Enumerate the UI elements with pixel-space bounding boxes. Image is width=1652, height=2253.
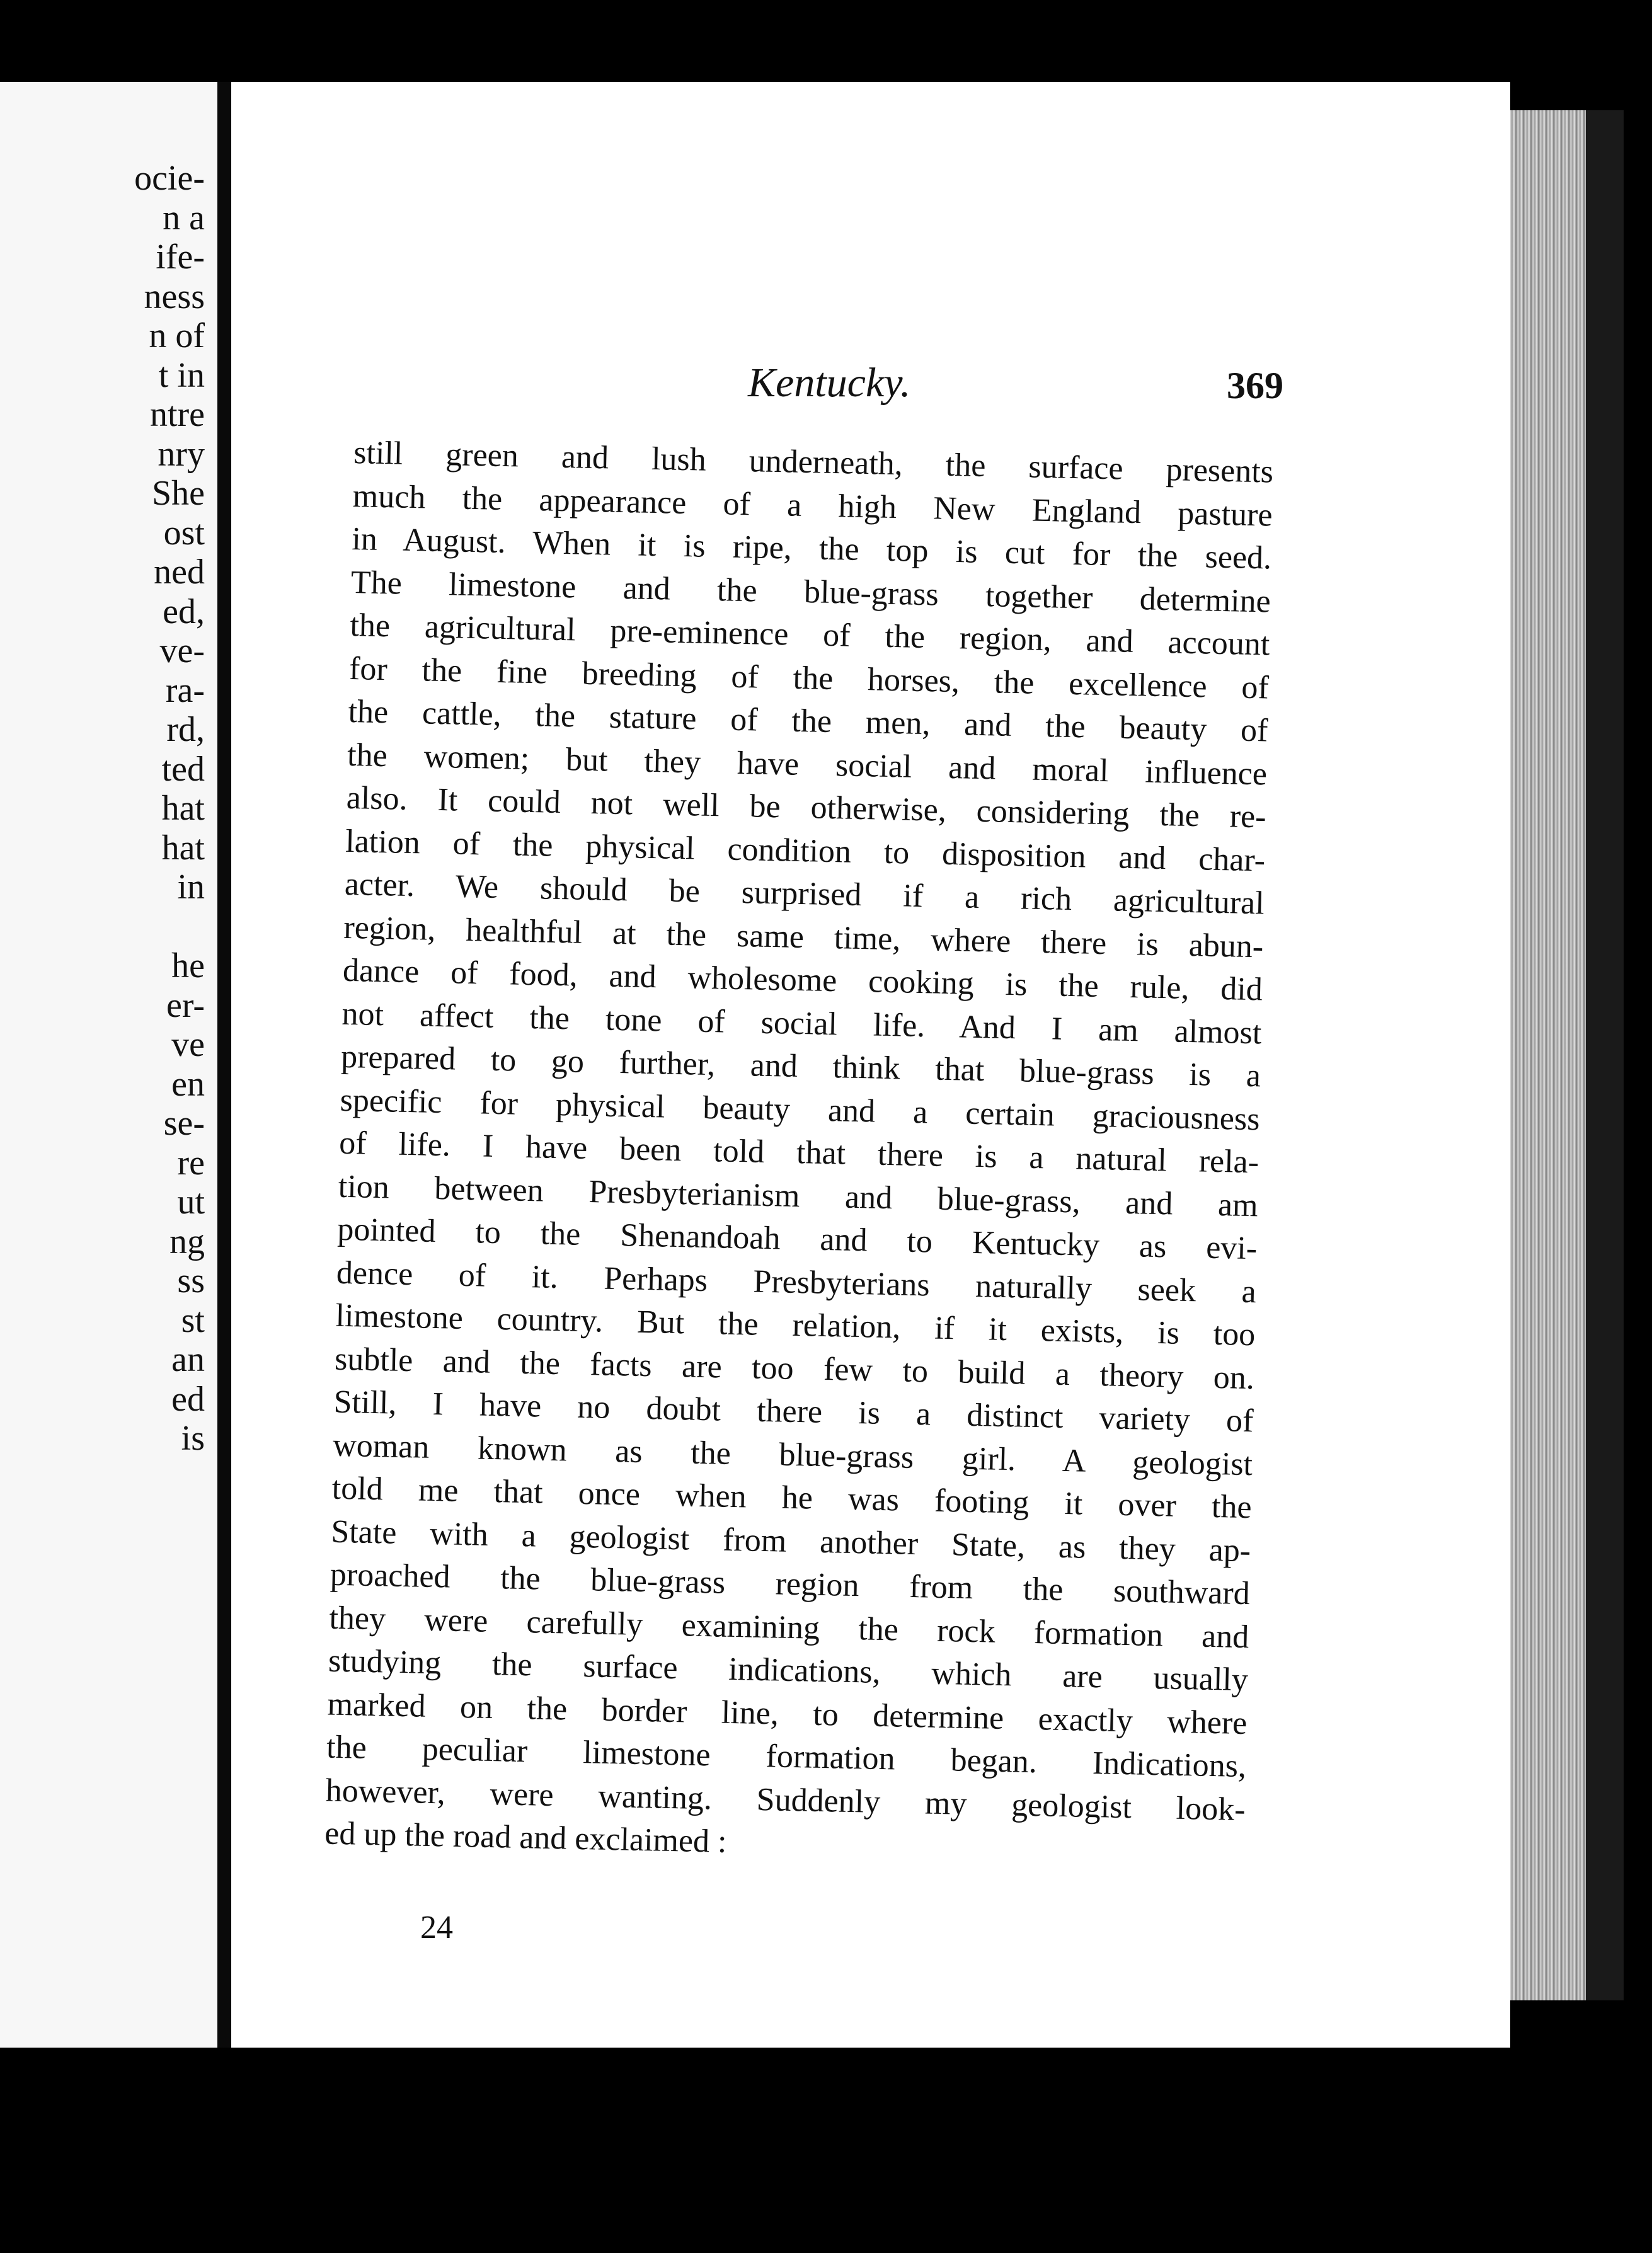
- text-line: State with a geologist from another State, as they ap-: [330, 1513, 1251, 1569]
- page-header: [231, 359, 1510, 416]
- facing-page-fragment: ed,: [163, 592, 205, 631]
- text-line: The limestone and the blue-grass together determine: [350, 564, 1271, 620]
- facing-page-fragment: is: [181, 1419, 205, 1458]
- facing-page-fragment: ut: [177, 1183, 205, 1222]
- page-number: 369: [1227, 365, 1283, 406]
- text-line: subtle and the facts are too few to build a theory on.: [334, 1341, 1255, 1396]
- text-line: acter. We should be surprised if a rich agricultural: [344, 866, 1265, 922]
- text-line: dance of food, and wholesome cooking is the rule, did: [342, 952, 1263, 1008]
- facing-page-fragment: ve: [171, 1025, 205, 1064]
- text-line: woman known as the blue-grass girl. A geologist: [332, 1427, 1253, 1482]
- text-line: ed up the road and exclaimed :: [324, 1815, 728, 1860]
- text-line: Still, I have no doubt there is a distinct variety of: [333, 1384, 1254, 1440]
- body-text: [324, 432, 1274, 1875]
- book-page: [231, 82, 1510, 2048]
- facing-page-fragment: nry: [158, 434, 205, 474]
- text-line: they were carefully examining the rock formation and: [328, 1600, 1249, 1655]
- signature-mark: 24: [420, 1910, 453, 1946]
- facing-page-fragment: ve-: [159, 631, 205, 670]
- page-edges: [1510, 110, 1586, 2000]
- facing-page-fragment: re: [177, 1143, 205, 1183]
- facing-page-fragment: hat: [161, 789, 205, 828]
- facing-page-fragment: ed: [171, 1379, 205, 1419]
- page-edges-shadow: [1586, 110, 1624, 2000]
- facing-page-fragment: ost: [163, 513, 205, 553]
- facing-page-fragment: st: [181, 1300, 205, 1340]
- facing-page-fragment: ned: [154, 553, 205, 592]
- facing-page-fragment: hat: [161, 828, 205, 868]
- text-line: for the fine breeding of the horses, the excellence of: [348, 650, 1270, 706]
- facing-page-fragment: n a: [163, 198, 205, 238]
- text-line: however, were wanting. Suddenly my geologist look-: [325, 1772, 1246, 1828]
- text-line: the agricultural pre-eminence of the region, and account: [349, 607, 1270, 663]
- facing-page-fragment: ocie-: [134, 159, 205, 198]
- facing-page-fragment: he: [171, 946, 205, 985]
- facing-page-fragment: er-: [166, 985, 205, 1025]
- book-gutter: [217, 82, 231, 2048]
- facing-page-fragment: t in: [158, 355, 205, 395]
- running-title: Kentucky.: [748, 360, 911, 406]
- text-line: in August. When it is ripe, the top is cut for the seed.: [351, 520, 1272, 576]
- facing-page-fragment: n of: [149, 316, 205, 355]
- text-line: the women; but they have social and moral influence: [347, 737, 1268, 792]
- text-line: of life. I have been told that there is a natural rela-: [338, 1125, 1259, 1181]
- facing-page-fragment: ness: [144, 277, 205, 316]
- text-line: the cattle, the stature of the men, and the beauty of: [348, 693, 1268, 749]
- text-line: pointed to the Shenandoah and to Kentucky as evi-: [336, 1211, 1258, 1267]
- text-line: proached the blue-grass region from the southward: [330, 1556, 1251, 1612]
- text-line: specific for physical beauty and a certain graciousness: [340, 1082, 1261, 1137]
- facing-page-fragment: rd,: [166, 710, 205, 749]
- facing-page-fragment: se-: [163, 1104, 205, 1143]
- facing-page-fragment: ng: [169, 1222, 205, 1261]
- text-line: dence of it. Perhaps Presbyterians naturally seek a: [336, 1254, 1257, 1310]
- facing-page-fragment: She: [152, 474, 205, 513]
- text-line: limestone country. But the relation, if it exists, is too: [335, 1297, 1256, 1353]
- facing-page-fragment: ted: [161, 749, 205, 789]
- text-line: region, healthful at the same time, where there is abun-: [343, 909, 1264, 965]
- text-line: told me that once when he was footing it over the: [331, 1470, 1253, 1526]
- facing-page-fragment: ntre: [149, 395, 205, 434]
- facing-page-fragment: en: [171, 1064, 205, 1104]
- text-line: not affect the tone of social life. And I am almost: [341, 995, 1262, 1051]
- text-line: marked on the border line, to determine exactly where: [327, 1686, 1248, 1741]
- text-line: the peculiar limestone formation began. Indications,: [326, 1729, 1247, 1785]
- text-line: much the appearance of a high New England pasture: [352, 478, 1273, 534]
- facing-page-fragment: ife-: [156, 238, 205, 277]
- text-line: also. It could not well be otherwise, considering the re-: [346, 779, 1267, 835]
- text-line: lation of the physical condition to disposition and char-: [345, 823, 1266, 878]
- text-line: still green and lush underneath, the surface presents: [353, 434, 1274, 490]
- text-line: prepared to go further, and think that blue-grass is a: [340, 1038, 1261, 1094]
- facing-page: [0, 82, 217, 2048]
- text-line: studying the surface indications, which are usually: [328, 1642, 1249, 1699]
- facing-page-fragment: in: [177, 868, 205, 907]
- facing-page-fragment: ss: [177, 1261, 205, 1300]
- text-line: tion between Presbyterianism and blue-grass, and am: [338, 1168, 1259, 1224]
- facing-page-fragment: an: [171, 1340, 205, 1379]
- facing-page-fragment: ra-: [165, 670, 205, 710]
